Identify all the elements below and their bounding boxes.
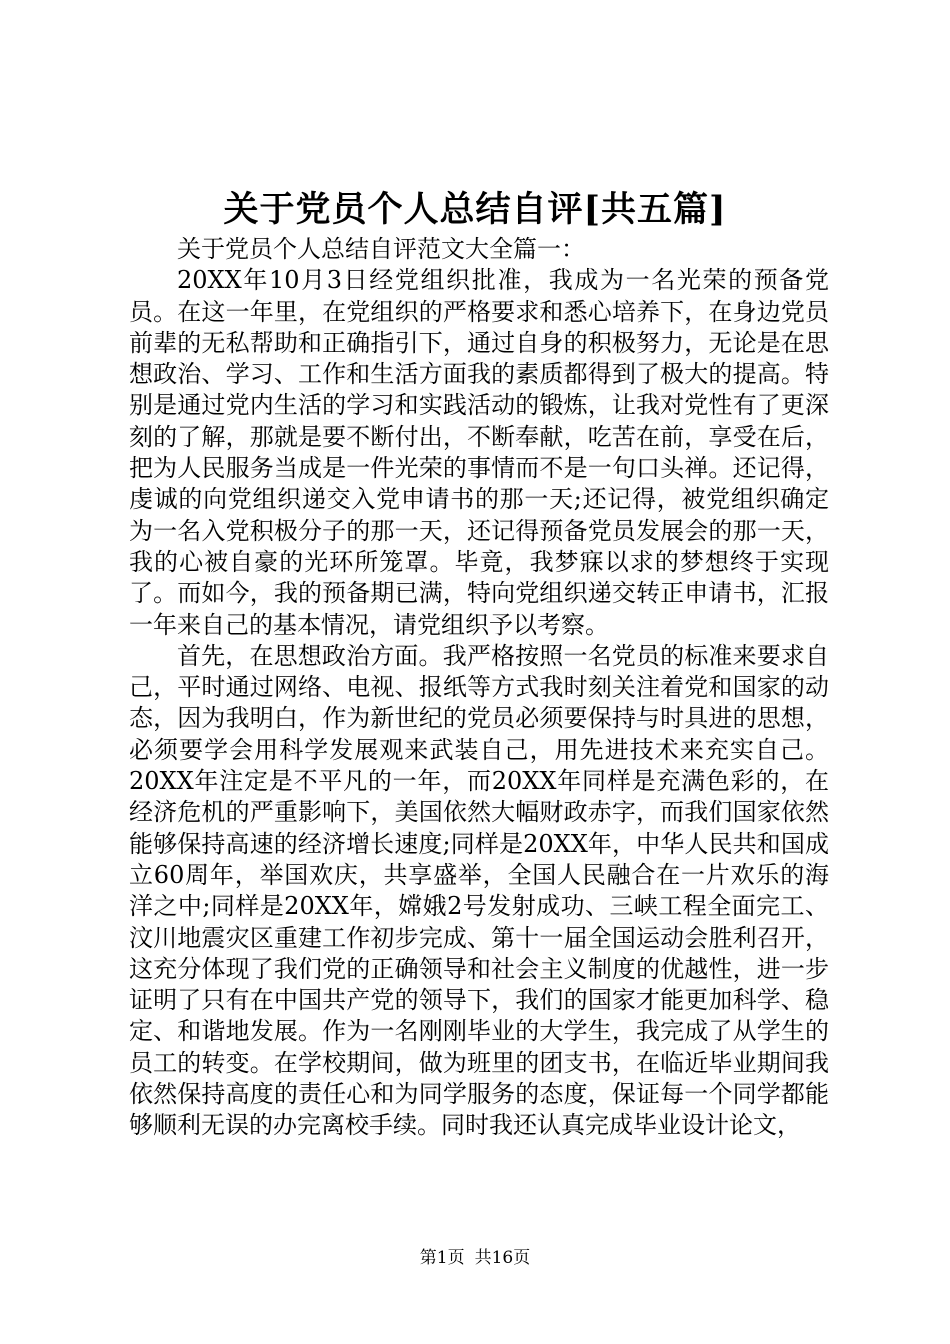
document-body [129, 234, 829, 1142]
page-number: 第1页 [419, 1248, 465, 1268]
body-paragraph: 20XX年10月3日经党组织批准，我成为一名光荣的预备党员。在这一年里，在党组织的严格要求和悉心培养下，在身边党员前辈的无私帮助和正确指引下，通过自身的积极努力，无论是在思想政治、学习、工作和生活方面我的素质都得到了极大的提高。特别是通过党内生活的学习和实践活动的锻炼，让我对党性有了更深刻的了解，那就是要不断付出，不断奉献，吃苦在前，享受在后，把为人民服务当成是一件光荣的事情而不是一句口头禅。还记得，虔诚的向党组织递交入党申请书的那一天;还记得，被党组织确定为一名入党积极分子的那一天，还记得预备党员发展会的那一天，我的心被自豪的光环所笼罩。毕竟，我梦寐以求的梦想终于实现了。而如今，我的预备期已满，特向党组织递交转正申请书，汇报一年来自己的基本情况，请党组织予以考察。 [129, 266, 829, 639]
section-heading: 关于党员个人总结自评范文大全篇一： [177, 235, 585, 263]
document-title: 关于党员个人总结自评[共五篇] [223, 189, 727, 230]
page-footer [0, 1246, 950, 1270]
body-paragraph: 首先，在思想政治方面。我严格按照一名党员的标准来要求自己，平时通过网络、电视、报纸等方式我时刻关注着党和国家的动态，因为我明白，作为新世纪的党员必须要保持与时具进的思想，必须要学会用科学发展观来武装自己，用先进技术来充实自己。20XX年注定是不平凡的一年，而20XX年同样是充满色彩的，在经济危机的严重影响下，美国依然大幅财政赤字，而我们国家依然能够保持高速的经济增长速度;同样是20XX年，中华人民共和国成立60周年，举国欢庆，共享盛举，全国人民融合在一片欢乐的海洋之中;同样是20XX年，嫦娥2号发射成功、三峡工程全面完工、汶川地震灾区重建工作初步完成、第十一届全国运动会胜利召开，这充分体现了我们党的正确领导和社会主义制度的优越性，进一步证明了只有在中国共产党的领导下，我们的国家才能更加科学、稳定、和谐地发展。作为一名刚刚毕业的大学生，我完成了从学生的员工的转变。在学校期间，做为班里的团支书，在临近毕业期间我依然保持高度的责任心和为同学服务的态度，保证每一个同学都能够顺利无误的办完离校手续。同时我还认真完成毕业设计论文， [129, 641, 829, 1140]
page-total: 共16页 [474, 1248, 531, 1268]
